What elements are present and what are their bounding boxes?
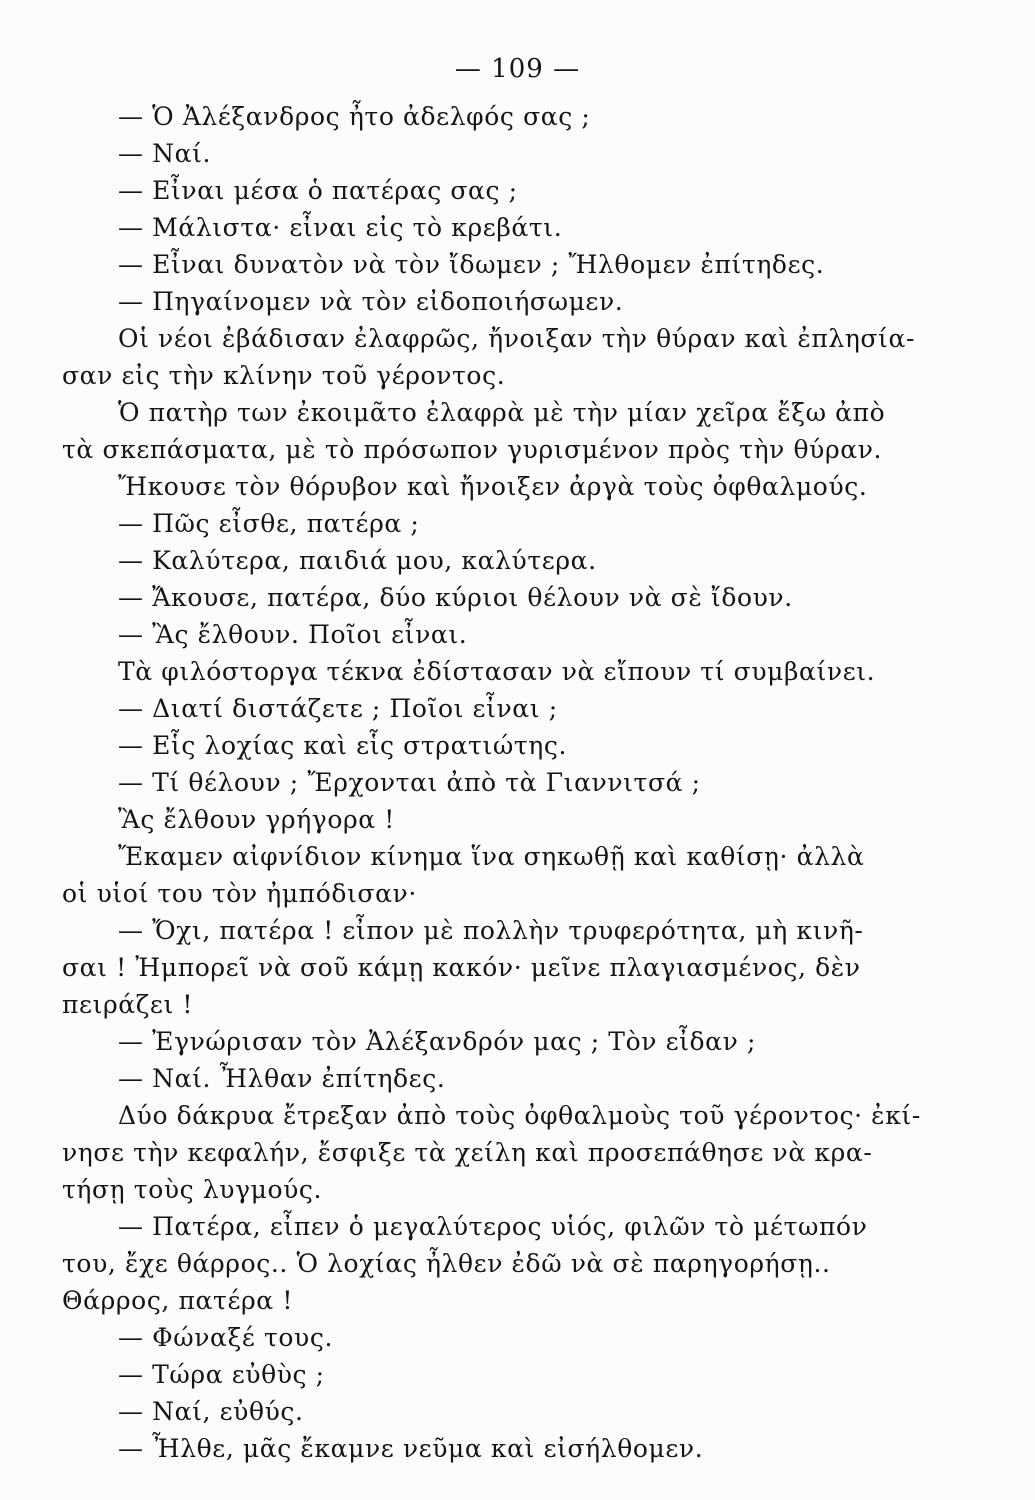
text-line: — Φώναξέ τους. [118,1323,334,1352]
text-line: Θάρρος, πατέρα ! [62,1286,293,1315]
text-line: του, ἔχε θάρρος.. Ὁ λοχίας ἦλθεν ἐδῶ νὰ σὲ παρηγορήσῃ.. [62,1249,831,1278]
text-line: — Ἂς ἔλθουν. Ποῖοι εἶναι. [118,620,468,649]
text-line: τήσῃ τοὺς λυγμούς. [62,1175,323,1204]
text-line: — Ἐγνώρισαν τὸν Ἀλέξανδρόν μας ; Τὸν εἶδαν ; [118,1027,757,1056]
text-line: Οἱ νέοι ἐβάδισαν ἐλαφρῶς, ἤνοιξαν τὴν θύραν καὶ ἐπλησία- [118,324,915,353]
text-line: — Ἦλθε, μᾶς ἔκαμνε νεῦμα καὶ εἰσήλθομεν. [118,1434,704,1463]
text-line: — Καλύτερα, παιδιά μου, καλύτερα. [118,546,597,575]
text-line: — Ναί. Ἦλθαν ἐπίτηδες. [118,1064,446,1093]
text-line: — Διατί διστάζετε ; Ποῖοι εἶναι ; [118,694,558,723]
text-line: Τὰ φιλόστοργα τέκνα ἐδίστασαν νὰ εἴπουν τί συμβαίνει. [118,657,876,686]
page-number: — 109 — [454,54,581,84]
text-line: σαν εἰς τὴν κλίνην τοῦ γέροντος. [62,361,506,390]
text-line: νησε τὴν κεφαλήν, ἔσφιξε τὰ χείλη καὶ προσεπάθησε νὰ κρα- [62,1138,873,1167]
text-line: — Ναί. [118,139,212,168]
text-line: — Ἄκουσε, πατέρα, δύο κύριοι θέλουν νὰ σὲ ἴδουν. [118,583,793,612]
text-line: — Πατέρα, εἶπεν ὁ μεγαλύτερος υἱός, φιλῶν τὸ μέτωπόν [118,1212,868,1241]
text-line: — Εἶναι μέσα ὁ πατέρας σας ; [118,176,518,205]
text-line: — Ὁ Ἀλέξανδρος ἦτο ἀδελφός σας ; [118,102,591,131]
text-line: τὰ σκεπάσματα, μὲ τὸ πρόσωπον γυρισμένον πρὸς τὴν θύραν. [62,435,883,464]
text-line: οἱ υἱοί του τὸν ἠμπόδισαν· [62,879,417,908]
text-line: — Εἷς λοχίας καὶ εἷς στρατιώτης. [118,731,568,760]
text-line: σαι ! Ἠμπορεῖ νὰ σοῦ κάμῃ κακόν· μεῖνε πλαγιασμένος, δὲν [62,953,861,982]
text-line: Ἔκαμεν αἰφνίδιον κίνημα ἵνα σηκωθῇ καὶ καθίσῃ· ἀλλὰ [118,842,865,871]
text-line: — Πηγαίνομεν νὰ τὸν εἰδοποιήσωμεν. [118,287,624,316]
text-line: — Ὄχι, πατέρα ! εἶπον μὲ πολλὴν τρυφερότητα, μὴ κινῆ- [118,916,864,945]
text-line: — Ναί, εὐθύς. [118,1397,304,1426]
text-line: Δύο δάκρυα ἔτρεξαν ἀπὸ τοὺς ὀφθαλμοὺς τοῦ γέροντος· ἐκί- [118,1101,921,1130]
text-line: — Μάλιστα· εἶναι εἰς τὸ κρεβάτι. [118,213,563,242]
text-line: Ἂς ἔλθουν γρήγορα ! [118,805,395,834]
text-line: — Εἶναι δυνατὸν νὰ τὸν ἴδωμεν ; Ἤλθομεν ἐπίτηδες. [118,250,825,279]
text-line: — Τώρα εὐθὺς ; [118,1360,325,1389]
text-line: πειράζει ! [62,990,194,1019]
text-line: — Τί θέλουν ; Ἔρχονται ἀπὸ τὰ Γιαννιτσά ; [118,768,701,797]
text-line: — Πῶς εἶσθε, πατέρα ; [118,509,420,538]
text-line: Ἤκουσε τὸν θόρυβον καὶ ἤνοιξεν ἀργὰ τοὺς ὀφθαλμούς. [118,472,868,501]
text-line: Ὁ πατὴρ των ἐκοιμᾶτο ἐλαφρὰ μὲ τὴν μίαν χεῖρα ἔξω ἀπὸ [118,398,886,427]
body-text [62,98,962,1467]
